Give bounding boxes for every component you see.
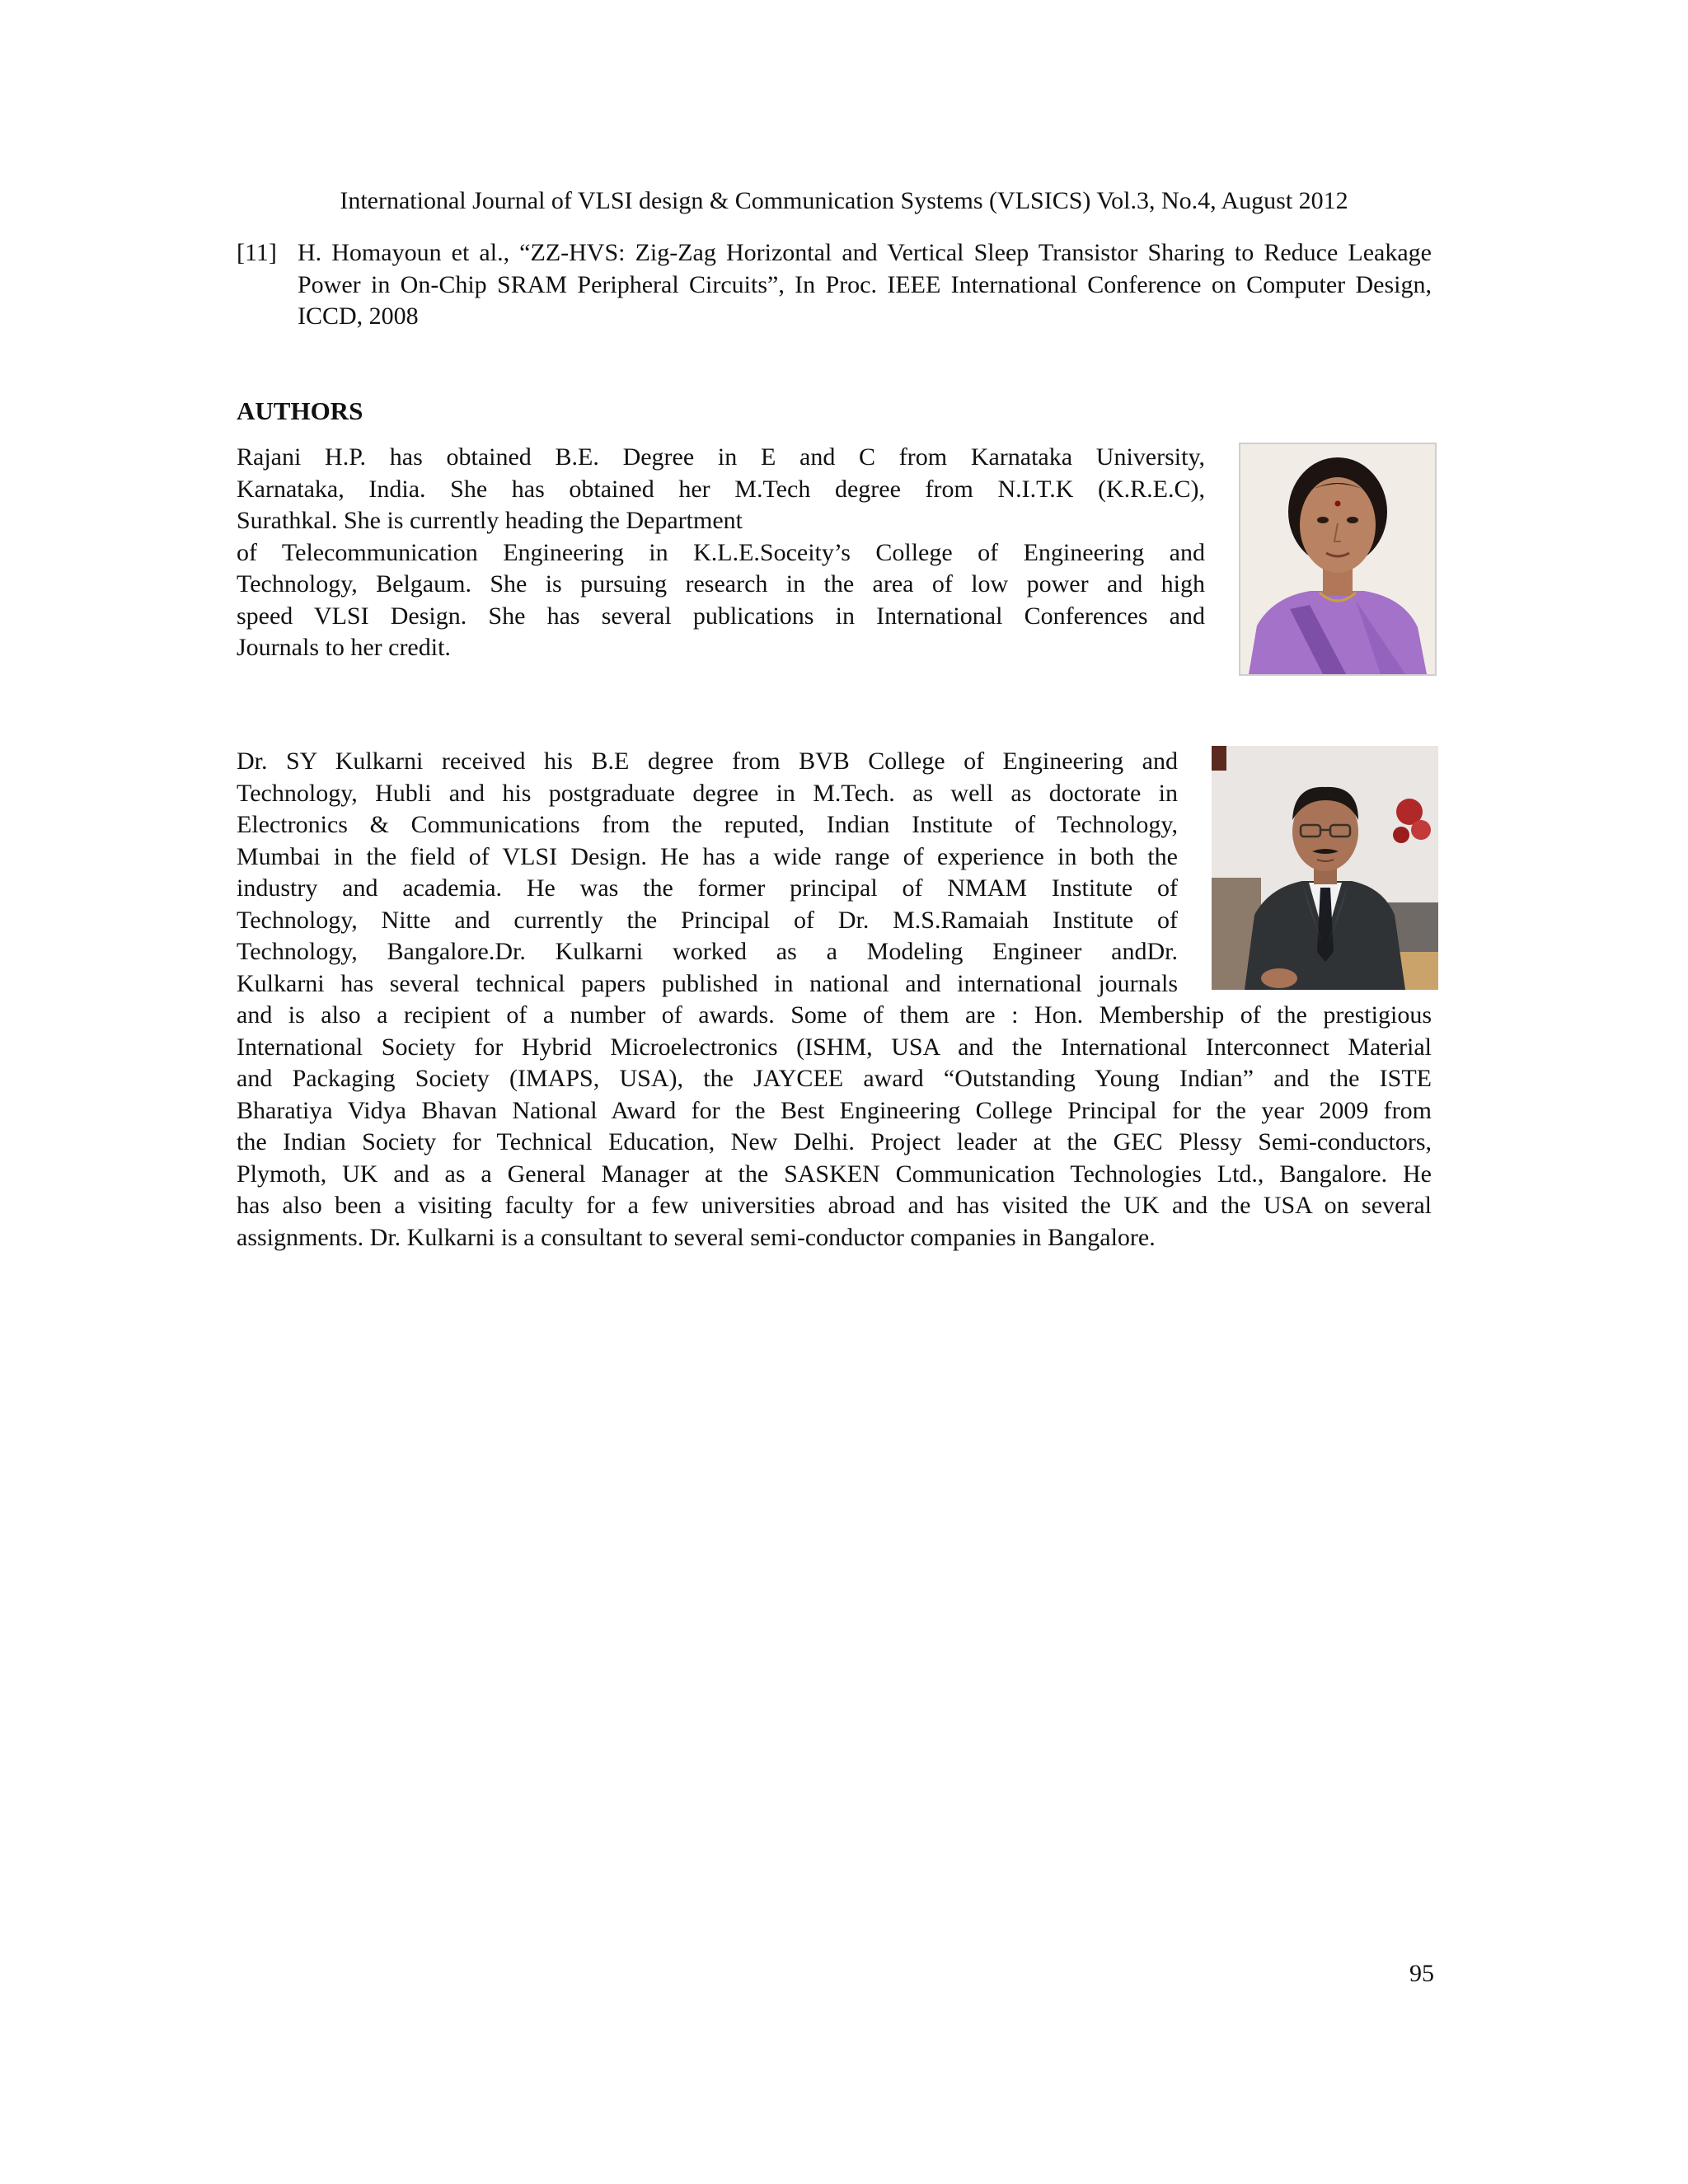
author2-line: and is also a recipient of a number of awards. Some of them are : Hon. Membership of the prestigious xyxy=(237,1001,1432,1029)
page-number: 95 xyxy=(1409,1960,1434,1987)
author2-line: Technology, Nitte and currently the Principal of Dr. M.S.Ramaiah Institute of xyxy=(237,906,1178,934)
author1-photo xyxy=(1239,443,1437,676)
author1-line: Surathkal. She is currently heading the Department xyxy=(237,507,743,534)
author1-line: of Telecommunication Engineering in K.L.E.Soceity’s College of Engineering and xyxy=(237,538,1205,566)
author2-line: Kulkarni has several technical papers published in national and international journals xyxy=(237,969,1178,997)
author1-line: Rajani H.P. has obtained B.E. Degree in E and C from Karnataka University, xyxy=(237,443,1205,471)
authors-heading: AUTHORS xyxy=(237,396,363,425)
author2-line: and Packaging Society (IMAPS, USA), the JAYCEE award “Outstanding Young Indian” and the ISTE xyxy=(237,1065,1432,1092)
author1-line: speed VLSI Design. She has several publications in International Conferences and xyxy=(237,602,1205,630)
author1-line: Journals to her credit. xyxy=(237,634,451,661)
author1-portrait-image xyxy=(1240,444,1435,674)
author2-line: industry and academia. He was the former principal of NMAM Institute of xyxy=(237,874,1178,902)
author2-line: Technology, Hubli and his postgraduate degree in M.Tech. as well as doctorate in xyxy=(237,779,1178,807)
author1-bio xyxy=(237,442,1205,664)
author2-line: the Indian Society for Technical Education, New Delhi. Project leader at the GEC Plessy Semi-conductors, xyxy=(237,1128,1432,1155)
author1-line: Karnataka, India. She has obtained her M.Tech degree from N.I.T.K (K.R.E.C), xyxy=(237,475,1205,503)
author2-line: Dr. SY Kulkarni received his B.E degree from BVB College of Engineering and xyxy=(237,748,1178,775)
reference-number: [11] xyxy=(237,239,277,266)
reference-11 xyxy=(237,237,1432,333)
author2-line: Plymoth, UK and as a General Manager at the SASKEN Communication Technologies Ltd., Bangalore. He xyxy=(237,1160,1432,1188)
author2-photo xyxy=(1212,746,1438,990)
author2-line: has also been a visiting faculty for a few universities abroad and has visited the UK and the USA on several xyxy=(237,1192,1432,1219)
author2-line: Technology, Bangalore.Dr. Kulkarni worked as a Modeling Engineer andDr. xyxy=(237,938,1178,965)
reference-text: H. Homayoun et al., “ZZ-HVS: Zig-Zag Horizontal and Vertical Sleep Transistor Sharing to Reduce Leakage Power in On-Chip SRAM Peripheral Circuits”, In Proc. IEEE International Conference on Computer Design, ICCD, 2008 xyxy=(298,239,1432,330)
author2-line: Bharatiya Vidya Bhavan National Award for the Best Engineering College Principal for the year 2009 from xyxy=(237,1096,1432,1124)
author1-line: Technology, Belgaum. She is pursuing research in the area of low power and high xyxy=(237,570,1205,598)
author2-line: Mumbai in the field of VLSI Design. He has a wide range of experience in both the xyxy=(237,842,1178,870)
author2-line: International Society for Hybrid Microelectronics (ISHM, USA and the International Interconnect Material xyxy=(237,1033,1432,1061)
author2-line: assignments. Dr. Kulkarni is a consultant to several semi-conductor companies in Bangalore. xyxy=(237,1223,1156,1251)
author2-portrait-image xyxy=(1212,746,1438,990)
running-head: International Journal of VLSI design & Communication Systems (VLSICS) Vol.3, No.4, August 2012 xyxy=(340,187,1348,214)
author2-line: Electronics & Communications from the reputed, Indian Institute of Technology, xyxy=(237,811,1178,838)
